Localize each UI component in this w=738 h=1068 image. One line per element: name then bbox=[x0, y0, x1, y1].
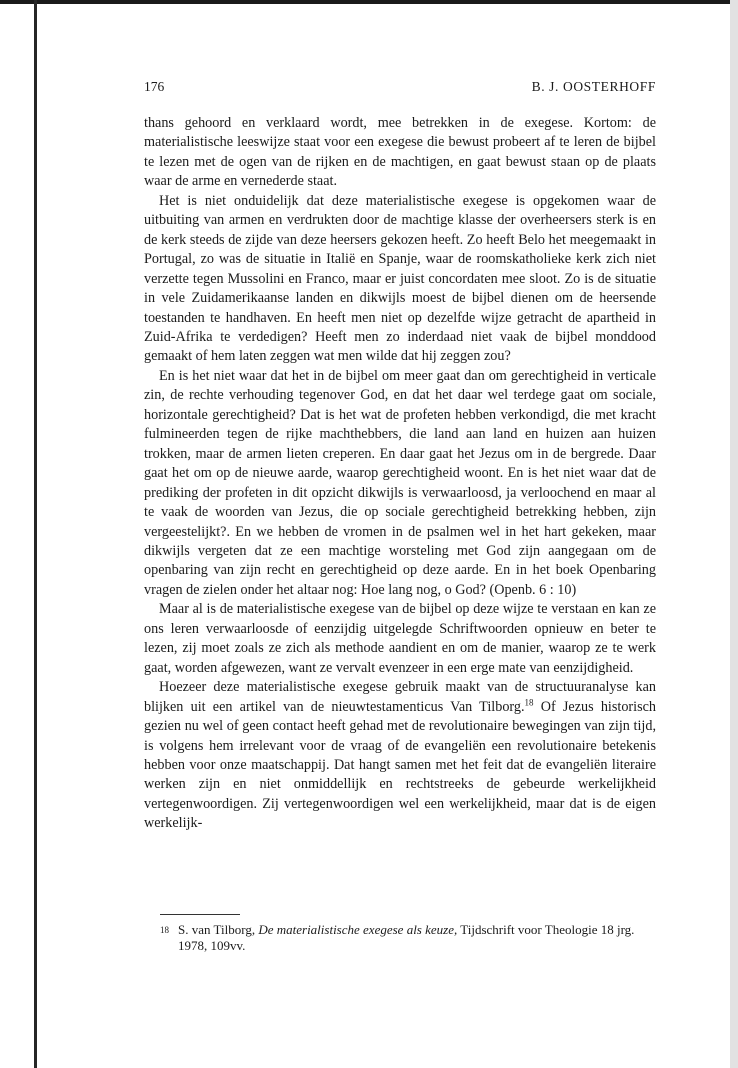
footnote bbox=[160, 922, 656, 954]
page-number: 176 bbox=[144, 79, 165, 94]
running-author: B. J. OOSTERHOFF bbox=[531, 79, 656, 94]
scan-edge-top bbox=[0, 0, 738, 4]
body-text bbox=[144, 114, 656, 834]
paragraph-5 bbox=[144, 678, 656, 834]
paragraph-1: thans gehoord en verklaard wordt, mee betrekken in de exegese. Kortom: de materialistische leeswijze staat voor een exegese die bewust probeert af te leren de bijbel te lezen met de ogen van de rijken en de machtigen, en gaat bewust staan op de plaats waar de arme en vernederde staat. bbox=[144, 115, 656, 190]
scan-edge-left bbox=[34, 0, 37, 1068]
footnote-title: De materialistische exegese als keuze, bbox=[258, 922, 458, 937]
footnote-body bbox=[178, 922, 656, 954]
footnote-number: 18 bbox=[160, 925, 169, 935]
paragraph-4: Maar al is de materialistische exegese van de bijbel op deze wijze te verstaan en kan ze ons leren verwaarloosde of eenzijdig uitgelegde Schriftwoorden opnieuw en beter te lezen, zij moet zoals ze zich als methode aandient en om de manier, waarop ze te werk gaat, worden afgewezen, want ze vervalt evenzeer in een erge mate van eenzijdigheid. bbox=[144, 601, 656, 676]
running-head bbox=[144, 78, 656, 96]
paragraph-2: Het is niet onduidelijk dat deze materialistische exegese is opgekomen waar de uitbuiting van armen en verdrukten door de machtige klasse der overheersers sterk is en de kerk steeds de zijde van deze heersers gekozen heeft. Zo heeft Belo het meegemaakt in Portugal, zo was de situatie in Italië en Spanje, waar de roomskatholieke kerk zich niet verzette tegen Mussolini en Franco, maar er juist concordaten mee sloot. Zo is de situatie in vele Zuidamerikaanse landen en dikwijls moest de bijbel dienen om de heersende toestanden te handhaven. En heeft men niet op dezelfde wijze getracht de apartheid in Zuid-Afrika te verdedigen? Heeft men zo inderdaad niet vaak de bijbel monddood gemaakt of hem laten zeggen wat men wilde dat hij zeggen zou? bbox=[144, 192, 656, 365]
paragraph-3: En is het niet waar dat het in de bijbel om meer gaat dan om gerechtigheid in verticale zin, de rechte verhouding tegenover God, en dat het daar wel terdege gaat om sociale, horizontale gerechtigheid? Dat is het wat de profeten hebben verkondigd, die met kracht fulmineerden tegen de rijke machthebbers, die land aan land en huizen aan huizen trokken, maar de armen lieten creperen. En daar gaat het Jezus om in de bergrede. Daar gaat het om op de nieuwe aarde, waarop gerechtigheid woont. En is het niet waar dat de prediking der profeten in dit opzicht dikwijls is verwaarloosd, ja verloochend en maar al te vaak de woorden van Jezus, die op sociale gerechtigheid betrekking hebben, zijn vergeestelijkt?. En we hebben de vromen in de psalmen wel in het hart gekeken, maar dikwijls vergeten dat ze een machtige worsteling met God zijn aangegaan om de openbaring van zijn recht en gerechtigheid op deze aarde. En in het boek Openbaring vragen de zielen onder het altaar nog: Hoe lang nog, o God? (Openb. 6 : 10) bbox=[144, 367, 656, 598]
footnote-reference[interactable]: 18 bbox=[524, 696, 534, 707]
footnote-author: S. van Tilborg, bbox=[178, 922, 256, 937]
footnote-divider bbox=[160, 914, 240, 915]
footnote-source: Tijdschrift voor Theologie 18 jrg. 1978, 109vv. bbox=[178, 922, 635, 953]
paragraph-5-text-before: Hoezeer deze materialistische exegese gebruik maakt van de structuuranalyse kan blijken uit een artikel van de nieuwtestamenticus Van Tilborg. bbox=[144, 679, 656, 715]
scan-edge-right bbox=[730, 0, 738, 1068]
paragraph-5-text-after: Of Jezus historisch gezien nu wel of geen contact heeft gehad met de revolutionaire bewegingen van zijn tijd, is volgens hem irrelevant voor de vraag of de evangeliën een revolutionaire betekenis hebben voor onze maatschappij. Dat hangt samen met het feit dat de evangeliën literaire werken zijn en niet onmiddellijk en rechtstreeks de gebeurde werkelijkheid vertegenwoordigen. Zij vertegenwoordigen wel een werkelijkheid, maar dat is de eigen werkelijk- bbox=[144, 698, 656, 832]
